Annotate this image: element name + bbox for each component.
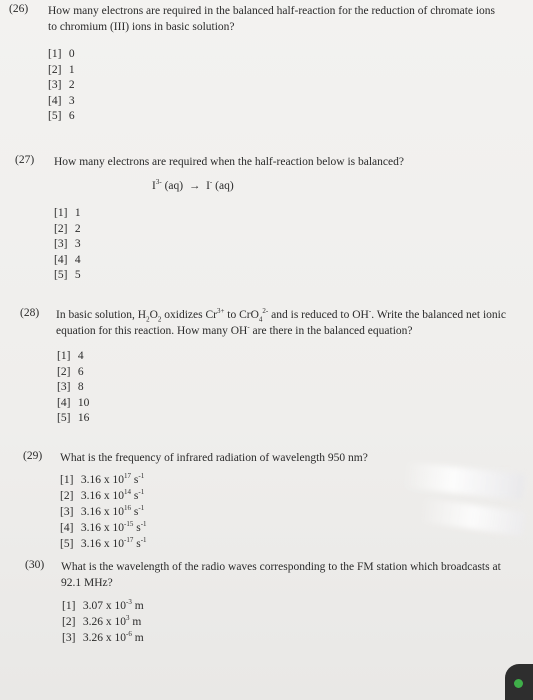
option[interactable]: [1] 3.16 x $10^{17}$ $s^{-1}$ — [60, 472, 145, 486]
option[interactable]: [3] 3 — [54, 238, 81, 251]
option[interactable]: [5] 5 — [54, 269, 81, 282]
option[interactable]: [3] 2 — [48, 79, 75, 92]
question-27-options — [54, 206, 81, 284]
option[interactable]: [3] 8 — [57, 381, 84, 394]
option[interactable]: [2] 3.26 x $10^3$ m — [62, 614, 142, 628]
question-26-text — [48, 3, 528, 35]
option[interactable]: [5] 16 — [57, 412, 90, 425]
question-27-text: How many electrons are required when the half-reaction below is balanced? — [54, 156, 404, 168]
question-30-line-2: 92.1 MHz? — [61, 577, 113, 589]
glare-mark — [419, 498, 526, 536]
question-29-number: (29) — [23, 450, 43, 462]
glare-mark — [403, 462, 525, 500]
question-30-text — [61, 559, 523, 591]
option[interactable]: [4] 3 — [48, 94, 75, 107]
option[interactable]: [2] 6 — [57, 365, 84, 378]
option[interactable]: [1] 3.07 x $10^{-3}$ m — [62, 598, 144, 612]
question-26-number: (26) — [9, 3, 29, 15]
status-dot-icon — [514, 679, 523, 688]
arrow-icon: → — [188, 180, 201, 192]
option[interactable]: [2] 2 — [54, 222, 81, 235]
question-26-options — [48, 47, 75, 125]
option[interactable]: [2] 3.16 x $10^{14}$ $s^{-1}$ — [60, 488, 145, 502]
option[interactable]: [4] 3.16 x $10^{-15}$ $s^{-1}$ — [60, 520, 147, 534]
question-26-line-1: How many electrons are required in the balanced half-reaction for the reduction of chromate ions — [48, 5, 496, 17]
question-28-number: (28) — [20, 307, 40, 319]
option[interactable]: [5] 3.16 x $10^{-17}$ $s^{-1}$ — [60, 536, 147, 550]
question-26-line-2: to chromium (III) ions in basic solution? — [48, 21, 235, 33]
option[interactable]: [4] 4 — [54, 253, 81, 266]
question-30-number: (30) — [25, 559, 45, 571]
option[interactable]: [3] 3.26 x $10^{-6}$ m — [62, 630, 144, 644]
option[interactable]: [4] 10 — [57, 396, 90, 409]
half-reaction-equation: $I^{3-}$ (aq) → I- (aq) — [152, 178, 234, 192]
question-30-line-1: What is the wavelength of the radio waves corresponding to the FM station which broadcasts at — [61, 561, 501, 573]
option[interactable]: [1] 0 — [48, 48, 75, 60]
option[interactable]: [3] 3.16 x $10^{16}$ $s^{-1}$ — [60, 504, 145, 518]
option[interactable]: [2] 1 — [48, 63, 75, 76]
question-28-text — [56, 307, 528, 339]
question-29-options — [60, 472, 147, 552]
question-28-line-2: equation for this reaction. How many OH- are there in the balanced equation? — [56, 323, 413, 337]
question-30-options — [62, 598, 144, 646]
question-28-options — [57, 349, 89, 427]
question-28-line-1: In basic solution, $H_2O_2$ oxidizes $Cr^{3+}$ to CrO$_4^{2-}$ and is reduced to OH-. Write the balanced net ionic — [56, 307, 506, 324]
option[interactable]: [5] 6 — [48, 110, 75, 123]
question-27-number: (27) — [15, 154, 35, 166]
option[interactable]: [1] 1 — [54, 207, 81, 219]
question-29-text: What is the frequency of infrared radiation of wavelength 950 nm? — [60, 452, 368, 464]
option[interactable]: [1] 4 — [57, 350, 84, 362]
